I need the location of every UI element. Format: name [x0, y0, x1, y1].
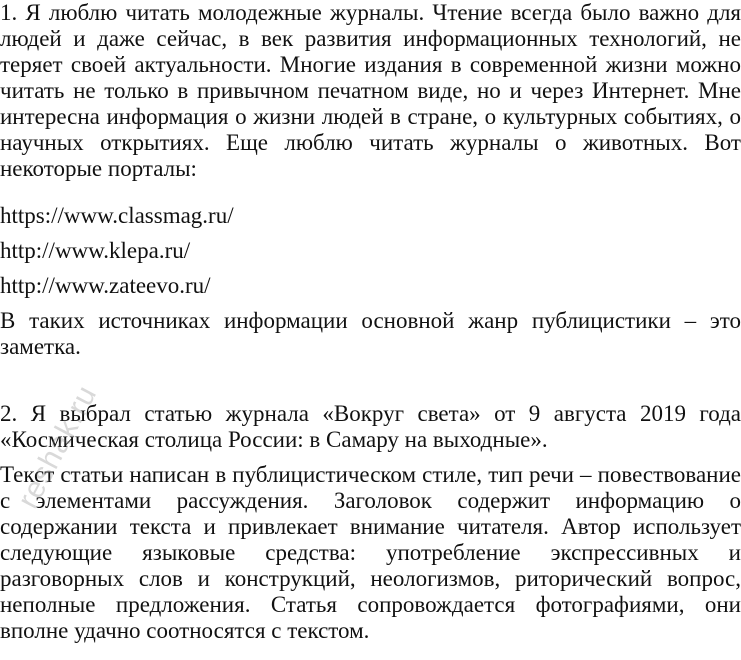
portal-link-klepa[interactable]: http://www.klepa.ru/: [0, 238, 191, 263]
portal-link-zateevo[interactable]: http://www.zateevo.ru/: [0, 273, 211, 298]
section1-paragraph: 1. Я люблю читать молодежные журналы. Чтение всегда было важно для людей и даже сейчас, в век развития информационных технологий, не теряет своей актуальности. Многие издания в современной жизни можно читать не только в привычном печатном виде, но и через Интернет. Мне интересна информация о жизни людей в стране, о культурных событиях, о научных открытиях. Еще люблю читать журналы о животных. Вот некоторые порталы:: [0, 0, 741, 181]
section2-analysis: Текст статьи написан в публицистическом стиле, тип речи – повествование с элементами рассуждения. Заголовок содержит информацию о содержании текста и привлекает внимание читателя. Автор использует следующие языковые средства: употребление экспрессивных и разговорных слов и конструкций, неологизмов, риторический вопрос, неполные предложения. Статья сопровождается фотографиями, они вполне удачно соотносятся с текстом.: [0, 462, 741, 643]
section1-conclusion: В таких источниках информации основной жанр публицистики – это заметка.: [0, 308, 741, 359]
watermark: reshak.ru: [11, 379, 104, 514]
portal-link-classmag[interactable]: https://www.classmag.ru/: [0, 203, 234, 228]
section2-intro: 2. Я выбрал статью журнала «Вокруг света» от 9 августа 2019 года «Космическая столица России: в Самару на выходные».: [0, 401, 741, 452]
